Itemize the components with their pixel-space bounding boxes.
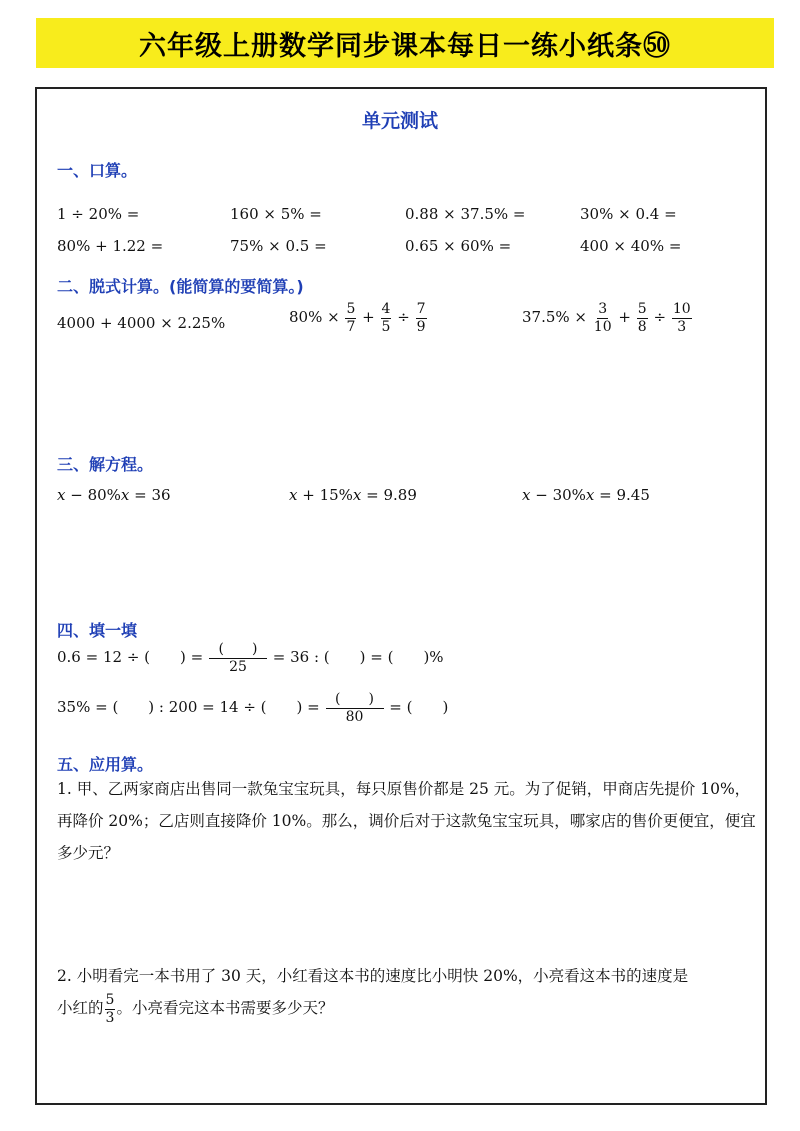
fill-blank-line-1: 0.6 = 12 ÷ ( ) = $\frac{( )}{25}$ = 36 : ( ) = ( )% [57,641,444,675]
fraction: $\frac{10}{3}$ [672,301,691,335]
word-problem-2: 2. 小明看完一本书用了 30 天，小红看这本书的速度比小明快 20%，小亮看这本书的速度是 小红的 $\frac{5}{3}$ 。小亮看完这本书需要多少天？ [57,967,689,1026]
section-1-heading: 一、口算。 [57,161,138,180]
fraction: $\frac{5}{7}$ [346,301,356,335]
fraction: $\frac{( )}{25}$ [209,642,267,674]
mental-calc-item: 400 × 40% = [580,237,682,255]
mental-calc-item: 0.65 × 60% = [405,237,512,255]
mental-calc-item: 160 × 5% = [230,205,322,223]
mental-calc-item: 0.88 × 37.5% = [405,205,526,223]
mental-calc-item: 1 ÷ 20% = [57,205,140,223]
equation-1: x − 80%x = 36 [57,486,171,504]
fraction: $\frac{3}{10}$ [593,301,612,335]
step-calc-expression-2: 80% × $\frac{5}{7}$ + $\frac{4}{5}$ ÷ $\frac{7}{9}$ [289,301,426,335]
step-calc-expression-1: 4000 + 4000 × 2.25% [57,314,226,332]
fill-blank-line-2: 35% = ( ) : 200 = 14 ÷ ( ) = $\frac{( )}{80}$ = ( ) [57,691,449,725]
fraction: $\frac{5}{8}$ [637,301,647,335]
header-banner: 六年级上册数学同步课本每日一练小纸条㊿ [36,18,774,68]
word-problem-1: 1. 甲、乙两家商店出售同一款兔宝宝玩具，每只原售价都是 25 元。为了促销，甲商店先提价 10%，再降价 20%；乙店则直接降价 10%。那么，调价后对于这款兔宝宝玩具，哪家店的售价更便宜，便宜多少元？ [57,780,756,862]
section-5-heading: 五、应用算。 [57,755,154,774]
mental-calc-item: 80% + 1.22 = [57,237,164,255]
fraction: $\frac{7}{9}$ [416,301,426,335]
equation-2: x + 15%x = 9.89 [289,486,417,504]
mental-calc-item: 30% × 0.4 = [580,205,677,223]
fraction: $\frac{4}{5}$ [381,301,391,335]
section-4-heading: 四、填一填 [57,621,138,640]
page-title: 单元测试 [361,110,438,132]
equation-3: x − 30%x = 9.45 [522,486,650,504]
step-calc-expression-3: 37.5% × $\frac{3}{10}$ + $\frac{5}{8}$ ÷ $\frac{10}{3}$ [522,301,691,335]
section-3-heading: 三、解方程。 [57,455,154,474]
mental-calc-item: 75% × 0.5 = [230,237,327,255]
section-2-heading: 二、脱式计算。(能简算的要简算。) [57,277,304,296]
fraction: $\frac{( )}{80}$ [326,692,384,724]
fraction: $\frac{5}{3}$ [105,991,115,1026]
